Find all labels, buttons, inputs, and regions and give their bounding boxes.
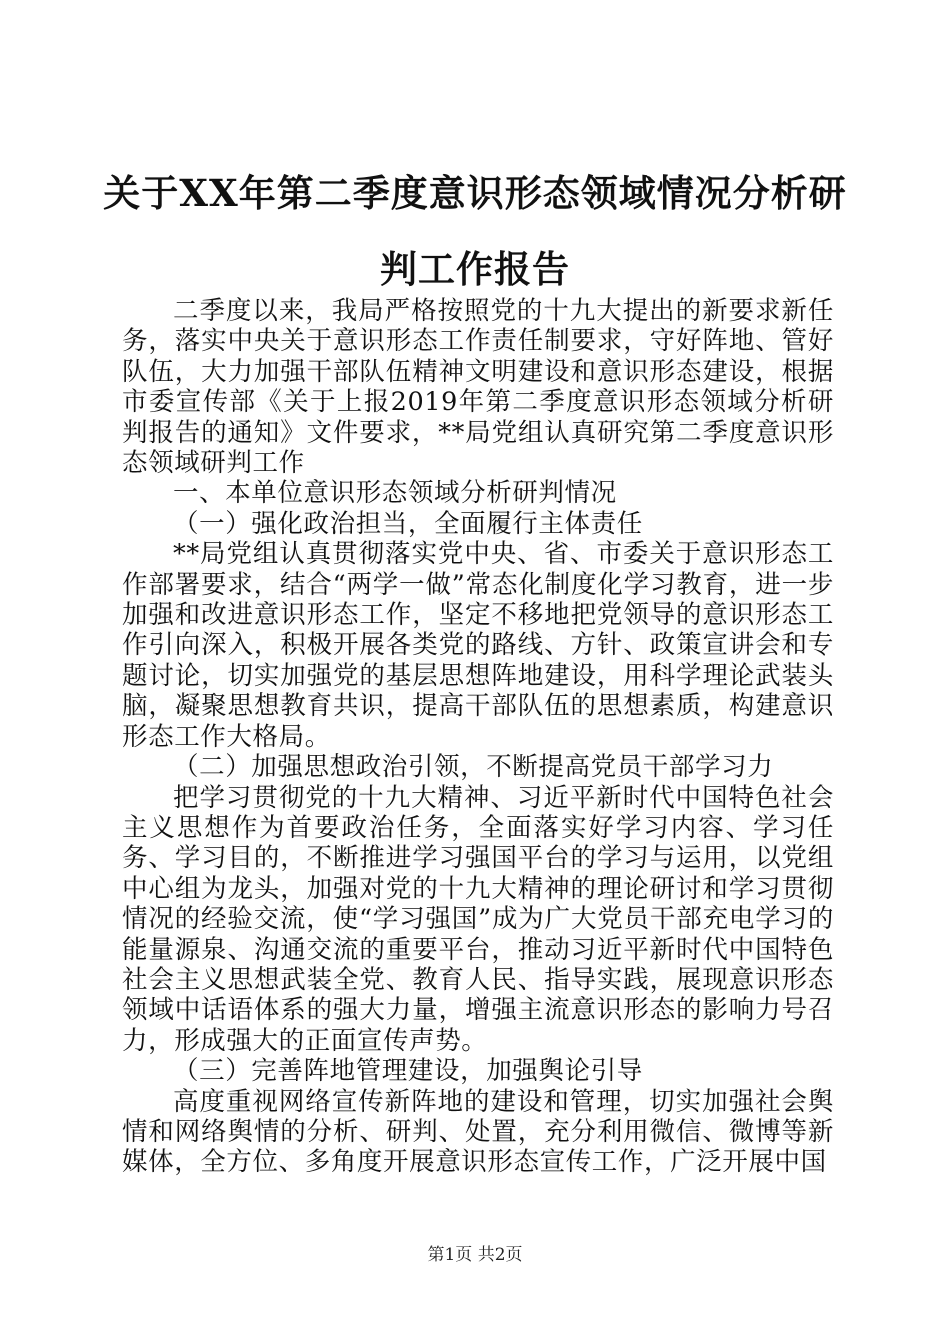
body-paragraph-3: 高度重视网络宣传新阵地的建设和管理，切实加强社会舆情和网络舆情的分析、研判、处置，充分利用微信、微博等新媒体，全方位、多角度开展意识形态宣传工作，广泛开展中国 bbox=[122, 1086, 834, 1178]
subsection-heading-3: （三）完善阵地管理建设，加强舆论引导 bbox=[173, 1056, 643, 1087]
section-heading-1: 一、本单位意识形态领域分析研判情况 bbox=[173, 478, 617, 509]
subsection-heading-2: （二）加强思想政治引领，不断提高党员干部学习力 bbox=[173, 752, 774, 783]
page-footer: 第1页 共2页 bbox=[427, 1245, 523, 1265]
subsection-heading-1: （一）强化政治担当，全面履行主体责任 bbox=[173, 508, 643, 539]
intro-paragraph: 二季度以来，我局严格按照党的十九大提出的新要求新任务，落实中央关于意识形态工作责任制要求，守好阵地、管好队伍，大力加强干部队伍精神文明建设和意识形态建设，根据市委宣传部《关于上报2019年第二季度意识形态领域分析研判报告的通知》文件要求，**局党组认真研究第二季度意识形态领域研判工作 bbox=[122, 296, 834, 479]
body-paragraph-2: 把学习贯彻党的十九大精神、习近平新时代中国特色社会主义思想作为首要政治任务，全面落实好学习内容、学习任务、学习目的，不断推进学习强国平台的学习与运用，以党组中心组为龙头，加强对党的十九大精神的理论研讨和学习贯彻情况的经验交流，使“学习强国”成为广大党员干部充电学习的能量源泉、沟通交流的重要平台，推动习近平新时代中国特色社会主义思想武装全党、教育人民、指导实践，展现意识形态领域中话语体系的强大力量，增强主流意识形态的影响力号召力，形成强大的正面宣传声势。 bbox=[122, 782, 834, 1056]
body-paragraph-1: **局党组认真贯彻落实党中央、省、市委关于意识形态工作部署要求，结合“两学一做”常态化制度化学习教育，进一步加强和改进意识形态工作，坚定不移地把党领导的意识形态工作引向深入，积极开展各类党的路线、方针、政策宣讲会和专题讨论，切实加强党的基层思想阵地建设，用科学理论武装头脑，凝聚思想教育共识，提高干部队伍的思想素质，构建意识形态工作大格局。 bbox=[122, 539, 834, 752]
document-title: 关于XX年第二季度意识形态领域情况分析研判工作报告 bbox=[103, 171, 847, 291]
document-body bbox=[122, 296, 834, 1178]
